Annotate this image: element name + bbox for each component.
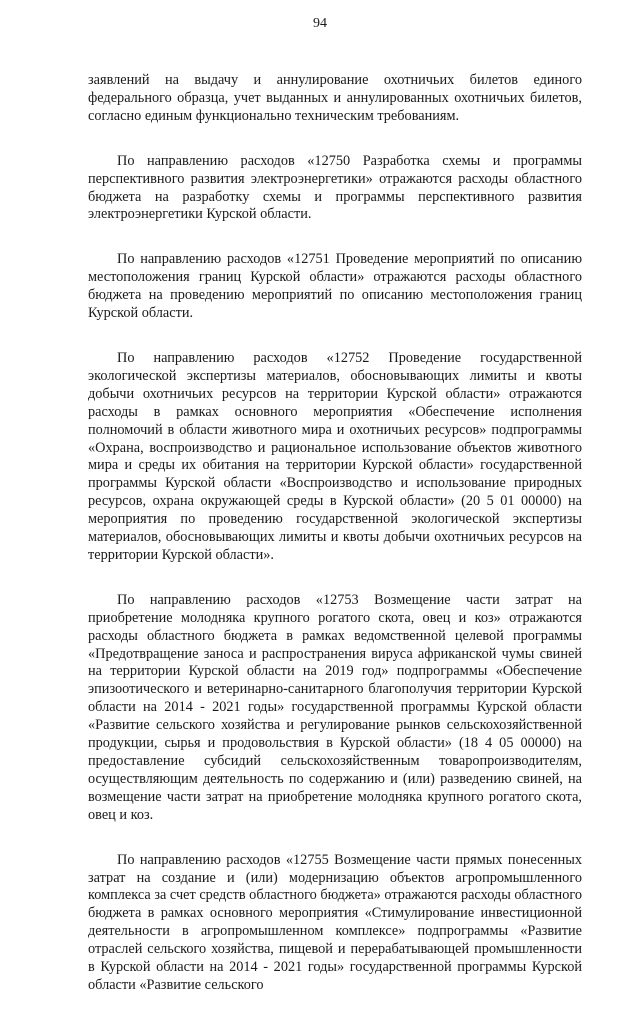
page-number: 94 — [313, 16, 327, 31]
paragraph-12752: По направлению расходов «12752 Проведение государственной экологической экспертизы материалов, обосновывающих лимиты и квоты добычи охотничьих ресурсов на территории Курской области» отражаются расходы в рамках основного мероприятия «Обеспечение исполнения полномочий в области животного мира и охотничьих ресурсов» подпрограммы «Охрана, воспроизводство и рациональное использование объектов животного мира и среды их обитания на территории Курской области» государственной программы Курской области «Воспроизводство и использование природных ресурсов, охрана окружающей среды в Курской области» (20 5 01 00000) на мероприятия по проведению государственной экологической экспертизы материалов, обосновывающих лимиты и квоты добычи охотничьих ресурсов на территории Курской области». — [88, 349, 582, 563]
paragraph-12751: По направлению расходов «12751 Проведение мероприятий по описанию местоположения границ Курской области» отражаются расходы областного бюджета на проведению мероприятий по описанию местоположения границ Курской области. — [88, 251, 582, 322]
document-body — [88, 72, 582, 1022]
paragraph-12750: По направлению расходов «12750 Разработка схемы и программы перспективного развития электроэнергетики» отражаются расходы областного бюджета на разработку схемы и программы перспективного развития электроэнергетики Курской области. — [88, 152, 582, 223]
paragraph-12753: По направлению расходов «12753 Возмещение части затрат на приобретение молодняка крупного рогатого скота, овец и коз» отражаются расходы областного бюджета в рамках ведомственной целевой программы «Предотвращение заноса и распространения вируса африканской чумы свиней на территории Курской области на 2019 год» подпрограммы «Обеспечение эпизоотического и ветеринарно-санитарного благополучия территории Курской области на 2014 - 2021 годы» государственной программы Курской области «Развитие сельского хозяйства и регулирование рынков сельскохозяйственной продукции, сырья и продовольствия в Курской области» (18 4 05 00000) на предоставление субсидий сельскохозяйственным товаропроизводителям, осуществляющим деятельность по содержанию и (или) разведению свиней, на возмещение части затрат на приобретение молодняка крупного рогатого скота, овец и коз. — [88, 591, 582, 823]
paragraph-12755: По направлению расходов «12755 Возмещение части прямых понесенных затрат на создание и (или) модернизацию объектов агропромышленного комплекса за счет средств областного бюджета» отражаются расходы областного бюджета в рамках основного мероприятия «Стимулирование инвестиционной деятельности в агропромышленном комплексе» подпрограммы «Развитие отраслей сельского хозяйства, пищевой и перерабатывающей промышленности в Курской области на 2014 - 2021 годы» государственной программы Курской области «Развитие сельского — [88, 851, 582, 993]
paragraph-continuation: заявлений на выдачу и аннулирование охотничьих билетов единого федерального образца, учет выданных и аннулированных охотничьих билетов, согласно единым функционально техническим требованиям. — [88, 72, 582, 124]
